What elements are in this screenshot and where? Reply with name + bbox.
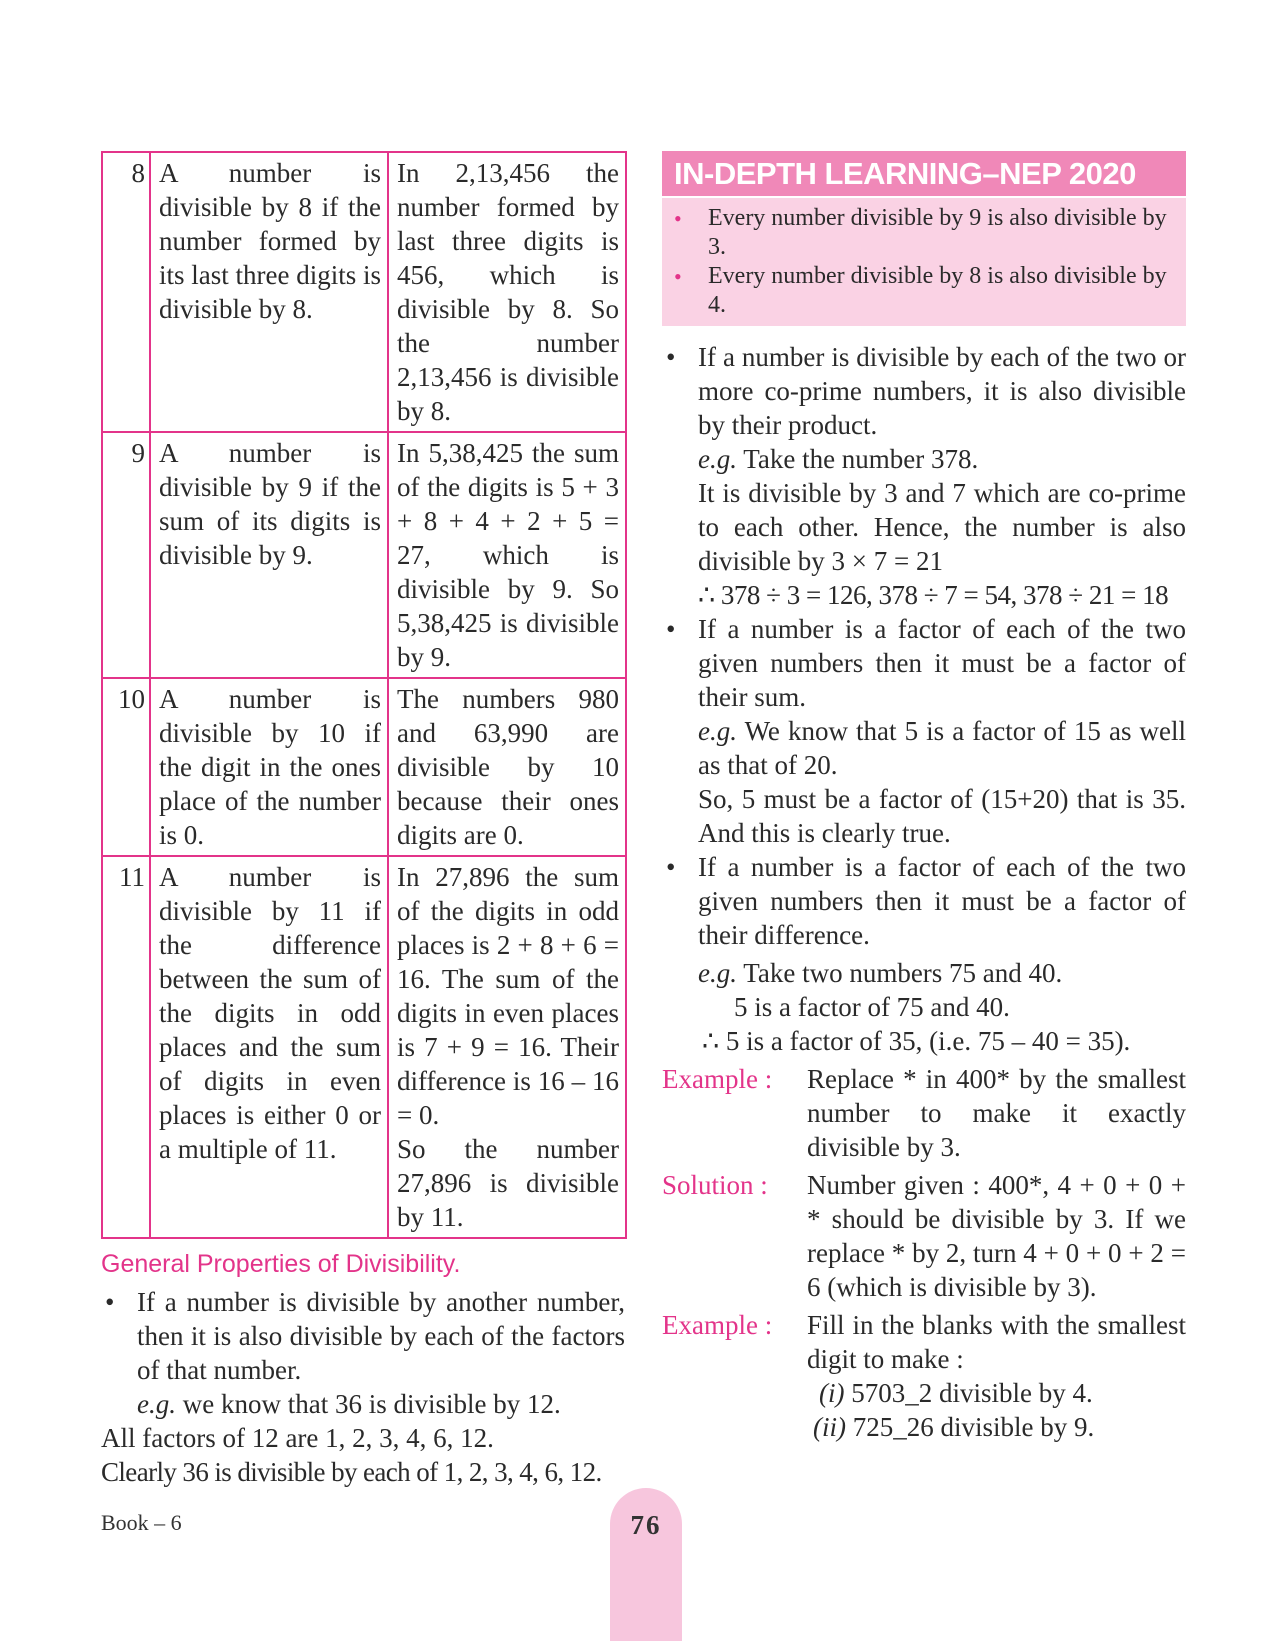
solution-text: Number given : 400*, 4 + 0 + 0 + * should be divisible by 3. If we replace * by 2, turn 4 + 0 + 0 + 2 = 6 (which is divisible by 3). xyxy=(807,1170,1186,1302)
eg-label: e.g. xyxy=(698,716,737,746)
list-item xyxy=(101,1285,625,1387)
bullet-icon: • xyxy=(666,342,676,372)
example-line xyxy=(698,442,1186,476)
list-item xyxy=(672,262,1176,320)
right-column xyxy=(662,151,1186,1444)
bullet-icon: • xyxy=(666,614,676,644)
example-part xyxy=(807,1376,1186,1410)
eg-text: Take two numbers 75 and 40. xyxy=(743,958,1063,988)
example-block xyxy=(662,1308,1186,1444)
rule-number: 10 xyxy=(102,678,150,856)
eg-label: e.g. xyxy=(698,958,737,988)
list-item xyxy=(672,204,1176,262)
explanation-line: 5 is a factor of 75 and 40. xyxy=(734,992,1010,1022)
nep-box xyxy=(662,198,1186,326)
rule-example: In 5,38,425 the sum of the digits is 5 + 3 + 8 + 4 + 2 + 5 = 27, which is divisible by 9. So 5,38,425 is divisible by 9. xyxy=(388,432,626,678)
book-label: Book – 6 xyxy=(101,1510,182,1535)
rule-example-part: In 27,896 the sum of the digits in odd places is 2 + 8 + 6 = 16. The sum of the digits in even places is 7 + 9 = 16. Their difference is 16 – 16 = 0. xyxy=(397,862,619,1130)
rule-text: A number is divisible by 11 if the difference between the sum of the digits in odd places and the sum of digits in even places is either 0 or a multiple of 11. xyxy=(150,856,388,1238)
rule-text: A number is divisible by 9 if the sum of its digits is divisible by 9. xyxy=(150,432,388,678)
point-text: If a number is divisible by each of the two or more co-prime numbers, it is also divisible by their product. xyxy=(698,342,1186,440)
explanation-line: It is divisible by 3 and 7 which are co-prime to each other. Hence, the number is also divisible by 3 × 7 = 21 xyxy=(698,478,1186,576)
eg-text: we know that 36 is divisible by 12. xyxy=(182,1389,561,1419)
example-part xyxy=(807,1410,1186,1444)
list-item xyxy=(662,850,1186,1058)
bullet-icon: • xyxy=(674,206,682,231)
rule-example: The numbers 980 and 63,990 are divisible by 10 because their ones digits are 0. xyxy=(388,678,626,856)
properties-list xyxy=(662,340,1186,1058)
rule-number: 9 xyxy=(102,432,150,678)
bullet-icon: • xyxy=(666,852,676,882)
rule-example: In 2,13,456 the number formed by last three digits is 456, which is divisible by 8. So the number 2,13,456 is divisible by 8. xyxy=(388,152,626,432)
rule-text: A number is divisible by 8 if the number formed by its last three digits is divisible by 8. xyxy=(150,152,388,432)
bullet-text: If a number is divisible by another number, then it is also divisible by each of the factors of that number. xyxy=(137,1287,625,1385)
eg-text: Take the number 378. xyxy=(743,444,979,474)
general-properties-heading: General Properties of Divisibility. xyxy=(101,1250,461,1278)
example-line xyxy=(698,956,1186,990)
example-line xyxy=(101,1387,625,1421)
example-body xyxy=(807,1308,1186,1444)
explanation-line: So, 5 must be a factor of (15+20) that is 35. And this is clearly true. xyxy=(698,784,1186,848)
solution-block xyxy=(662,1168,1186,1304)
result-line: ∴ 378 ÷ 3 = 126, 378 ÷ 7 = 54, 378 ÷ 21 = 18 xyxy=(698,580,1169,610)
eg-label: e.g. xyxy=(137,1389,176,1419)
table-row xyxy=(102,152,626,432)
rule-number: 11 xyxy=(102,856,150,1238)
example-block xyxy=(662,1062,1186,1164)
list-item xyxy=(662,612,1186,850)
part-text: 5703_2 divisible by 4. xyxy=(851,1378,1093,1408)
eg-text: We know that 5 is a factor of 15 as well as that of 20. xyxy=(698,716,1187,780)
left-column xyxy=(101,151,625,1489)
table-row xyxy=(102,432,626,678)
solution-label: Solution : xyxy=(662,1170,768,1200)
general-properties-list xyxy=(101,1285,625,1387)
divisibility-rules-table xyxy=(101,151,627,1239)
example-line xyxy=(698,714,1186,782)
nep-item-text: Every number divisible by 9 is also divisible by 3. xyxy=(708,205,1167,260)
example-text: Replace * in 400* by the smallest number to make it exactly divisible by 3. xyxy=(807,1064,1186,1162)
table-row xyxy=(102,678,626,856)
example-label: Example : xyxy=(662,1310,773,1340)
example-label: Example : xyxy=(662,1064,773,1094)
eg-label: e.g. xyxy=(698,444,737,474)
point-text: If a number is a factor of each of the two given numbers then it must be a factor of their difference. xyxy=(698,852,1186,950)
part-label: (i) xyxy=(819,1378,845,1408)
rule-text: A number is divisible by 10 if the digit in the ones place of the number is 0. xyxy=(150,678,388,856)
factors-line: All factors of 12 are 1, 2, 3, 4, 6, 12. xyxy=(101,1423,494,1453)
nep-item-text: Every number divisible by 8 is also divisible by 4. xyxy=(708,263,1167,318)
nep-heading: IN-DEPTH LEARNING–NEP 2020 xyxy=(662,151,1186,196)
rule-example-conclusion: So the number 27,896 is divisible by 11. xyxy=(397,1134,619,1232)
example-text: Fill in the blanks with the smallest digit to make : xyxy=(807,1310,1186,1374)
result-line: ∴ 5 is a factor of 35, (i.e. 75 – 40 = 35). xyxy=(702,1026,1131,1056)
point-text: If a number is a factor of each of the two given numbers then it must be a factor of their sum. xyxy=(698,614,1186,712)
rule-number: 8 xyxy=(102,152,150,432)
list-item xyxy=(662,340,1186,612)
bullet-icon: • xyxy=(674,264,682,289)
bullet-icon: • xyxy=(105,1287,115,1317)
page-number: 76 xyxy=(630,1510,662,1540)
part-text: 725_26 divisible by 9. xyxy=(852,1412,1095,1442)
table-row xyxy=(102,856,626,1238)
part-label: (ii) xyxy=(813,1412,846,1442)
rule-example xyxy=(388,856,626,1238)
conclusion-line: Clearly 36 is divisible by each of 1, 2, 3, 4, 6, 12. xyxy=(101,1457,602,1487)
